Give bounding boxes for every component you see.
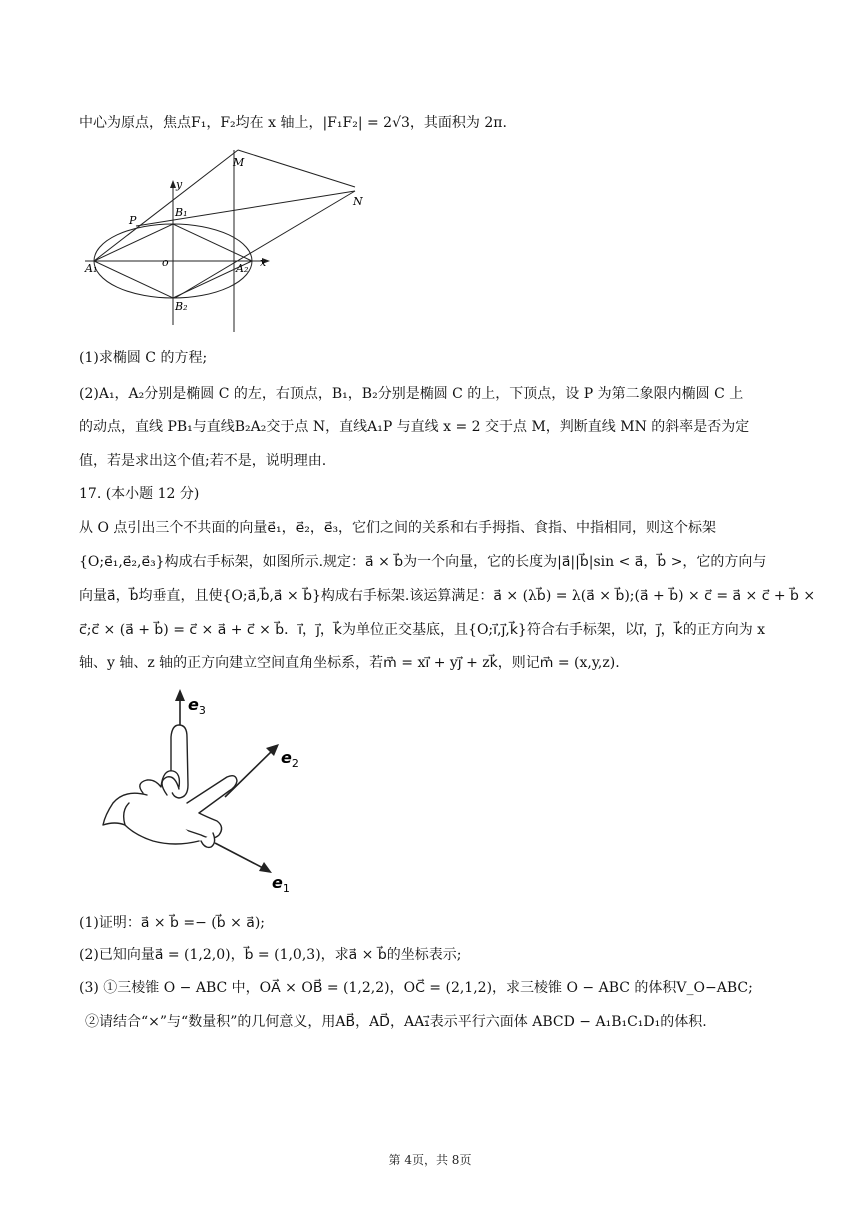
q17-body-line3: 向量a⃗，b⃗均垂直，且使{O;a⃗,b⃗,a⃗ × b⃗}构成右手标架.该运算满足：a⃗ × (λb⃗) = λ(a⃗ × b⃗);(a⃗ + b⃗) × c⃗ = a⃗ × c⃗ + b⃗ × [79,588,816,604]
intro-line: 中心为原点，焦点F₁，F₂均在 x 轴上，|F₁F₂| = 2√3，其面积为 2π. [79,115,507,131]
arrow-e3 [175,689,185,701]
q16-part2-line3: 值，若是求出这个值;若不是，说明理由. [79,453,327,469]
ellipse-figure [80,140,380,335]
q17-part1: (1)证明：a⃗ × b⃗ =− (b⃗ × a⃗); [79,915,266,931]
q16-part1: (1)求椭圆 C 的方程; [79,350,208,366]
line-m-n [238,150,355,187]
label-y: y [176,178,183,191]
label-m: M [233,156,245,169]
label-x: x [260,256,267,269]
label-b1: B₁ [175,206,188,219]
page-footer: 第 4页，共 8页 [388,1153,472,1167]
arrow-e1 [259,862,272,873]
q16-part2-line1: (2)A₁，A₂分别是椭圆 C 的左，右顶点，B₁，B₂分别是椭圆 C 的上，下顶点，设 P 为第二象限内椭圆 C 上 [79,386,744,402]
label-n: N [353,195,363,208]
line-b2-n [175,191,355,298]
right-hand-figure [95,685,310,895]
q17-body-line5: 轴、y 轴、z 轴的正方向建立空间直角坐标系，若m⃗ = xi⃗ + yj⃗ + zk⃗，则记m⃗ = (x,y,z). [79,655,620,671]
label-b2: B₂ [175,300,188,313]
label-origin: o [162,256,169,269]
label-a2: A₂ [236,262,249,275]
line-p-n [136,191,355,226]
label-e3: $e_3$ [188,695,206,717]
hand-outline [103,725,237,847]
q16-part2-line2: 的动点，直线 PB₁与直线B₂A₂交于点 N，直线A₁P 与直线 x = 2 交于点 M，判断直线 MN 的斜率是否为定 [79,419,750,435]
axis-e1 [215,843,265,869]
axis-e2 [225,750,273,797]
label-a1: A₁ [85,262,98,275]
q17-part3-1: (3) ①三棱锥 O − ABC 中，OA⃗ × OB⃗ = (1,2,2)，OC⃗ = (2,1,2)，求三棱锥 O − ABC 的体积V_O−ABC; [79,980,753,996]
q17-part3-2: ②请结合“×”与“数量积”的几何意义，用AB⃗，AD⃗，AA₁⃗表示平行六面体 ABCD − A₁B₁C₁D₁的体积. [85,1014,707,1030]
label-e2: $e_2$ [281,748,299,770]
label-p: P [129,214,137,227]
label-e1: $e_1$ [272,873,290,895]
q17-part2: (2)已知向量a⃗ = (1,2,0)，b⃗ = (1,0,3)，求a⃗ × b⃗的坐标表示; [79,947,462,963]
q17-body-line4: c⃗;c⃗ × (a⃗ + b⃗) = c⃗ × a⃗ + c⃗ × b⃗．i⃗，j⃗，k⃗为单位正交基底，且{O;i⃗,j⃗,k⃗}符合右手标架，以i⃗，j⃗，k⃗的正方向为 x [79,622,766,638]
q17-header: 17. (本小题 12 分) [79,486,200,502]
q17-body-line2: {O;e⃗₁,e⃗₂,e⃗₃}构成右手标架，如图所示.规定：a⃗ × b⃗为一个向量，它的长度为|a⃗||b⃗|sin < a⃗，b⃗ >，它的方向与 [79,554,767,570]
q17-body-line1: 从 O 点引出三个不共面的向量e⃗₁，e⃗₂，e⃗₃，它们之间的关系和右手拇指、食指、中指相同，则这个标架 [79,520,717,536]
